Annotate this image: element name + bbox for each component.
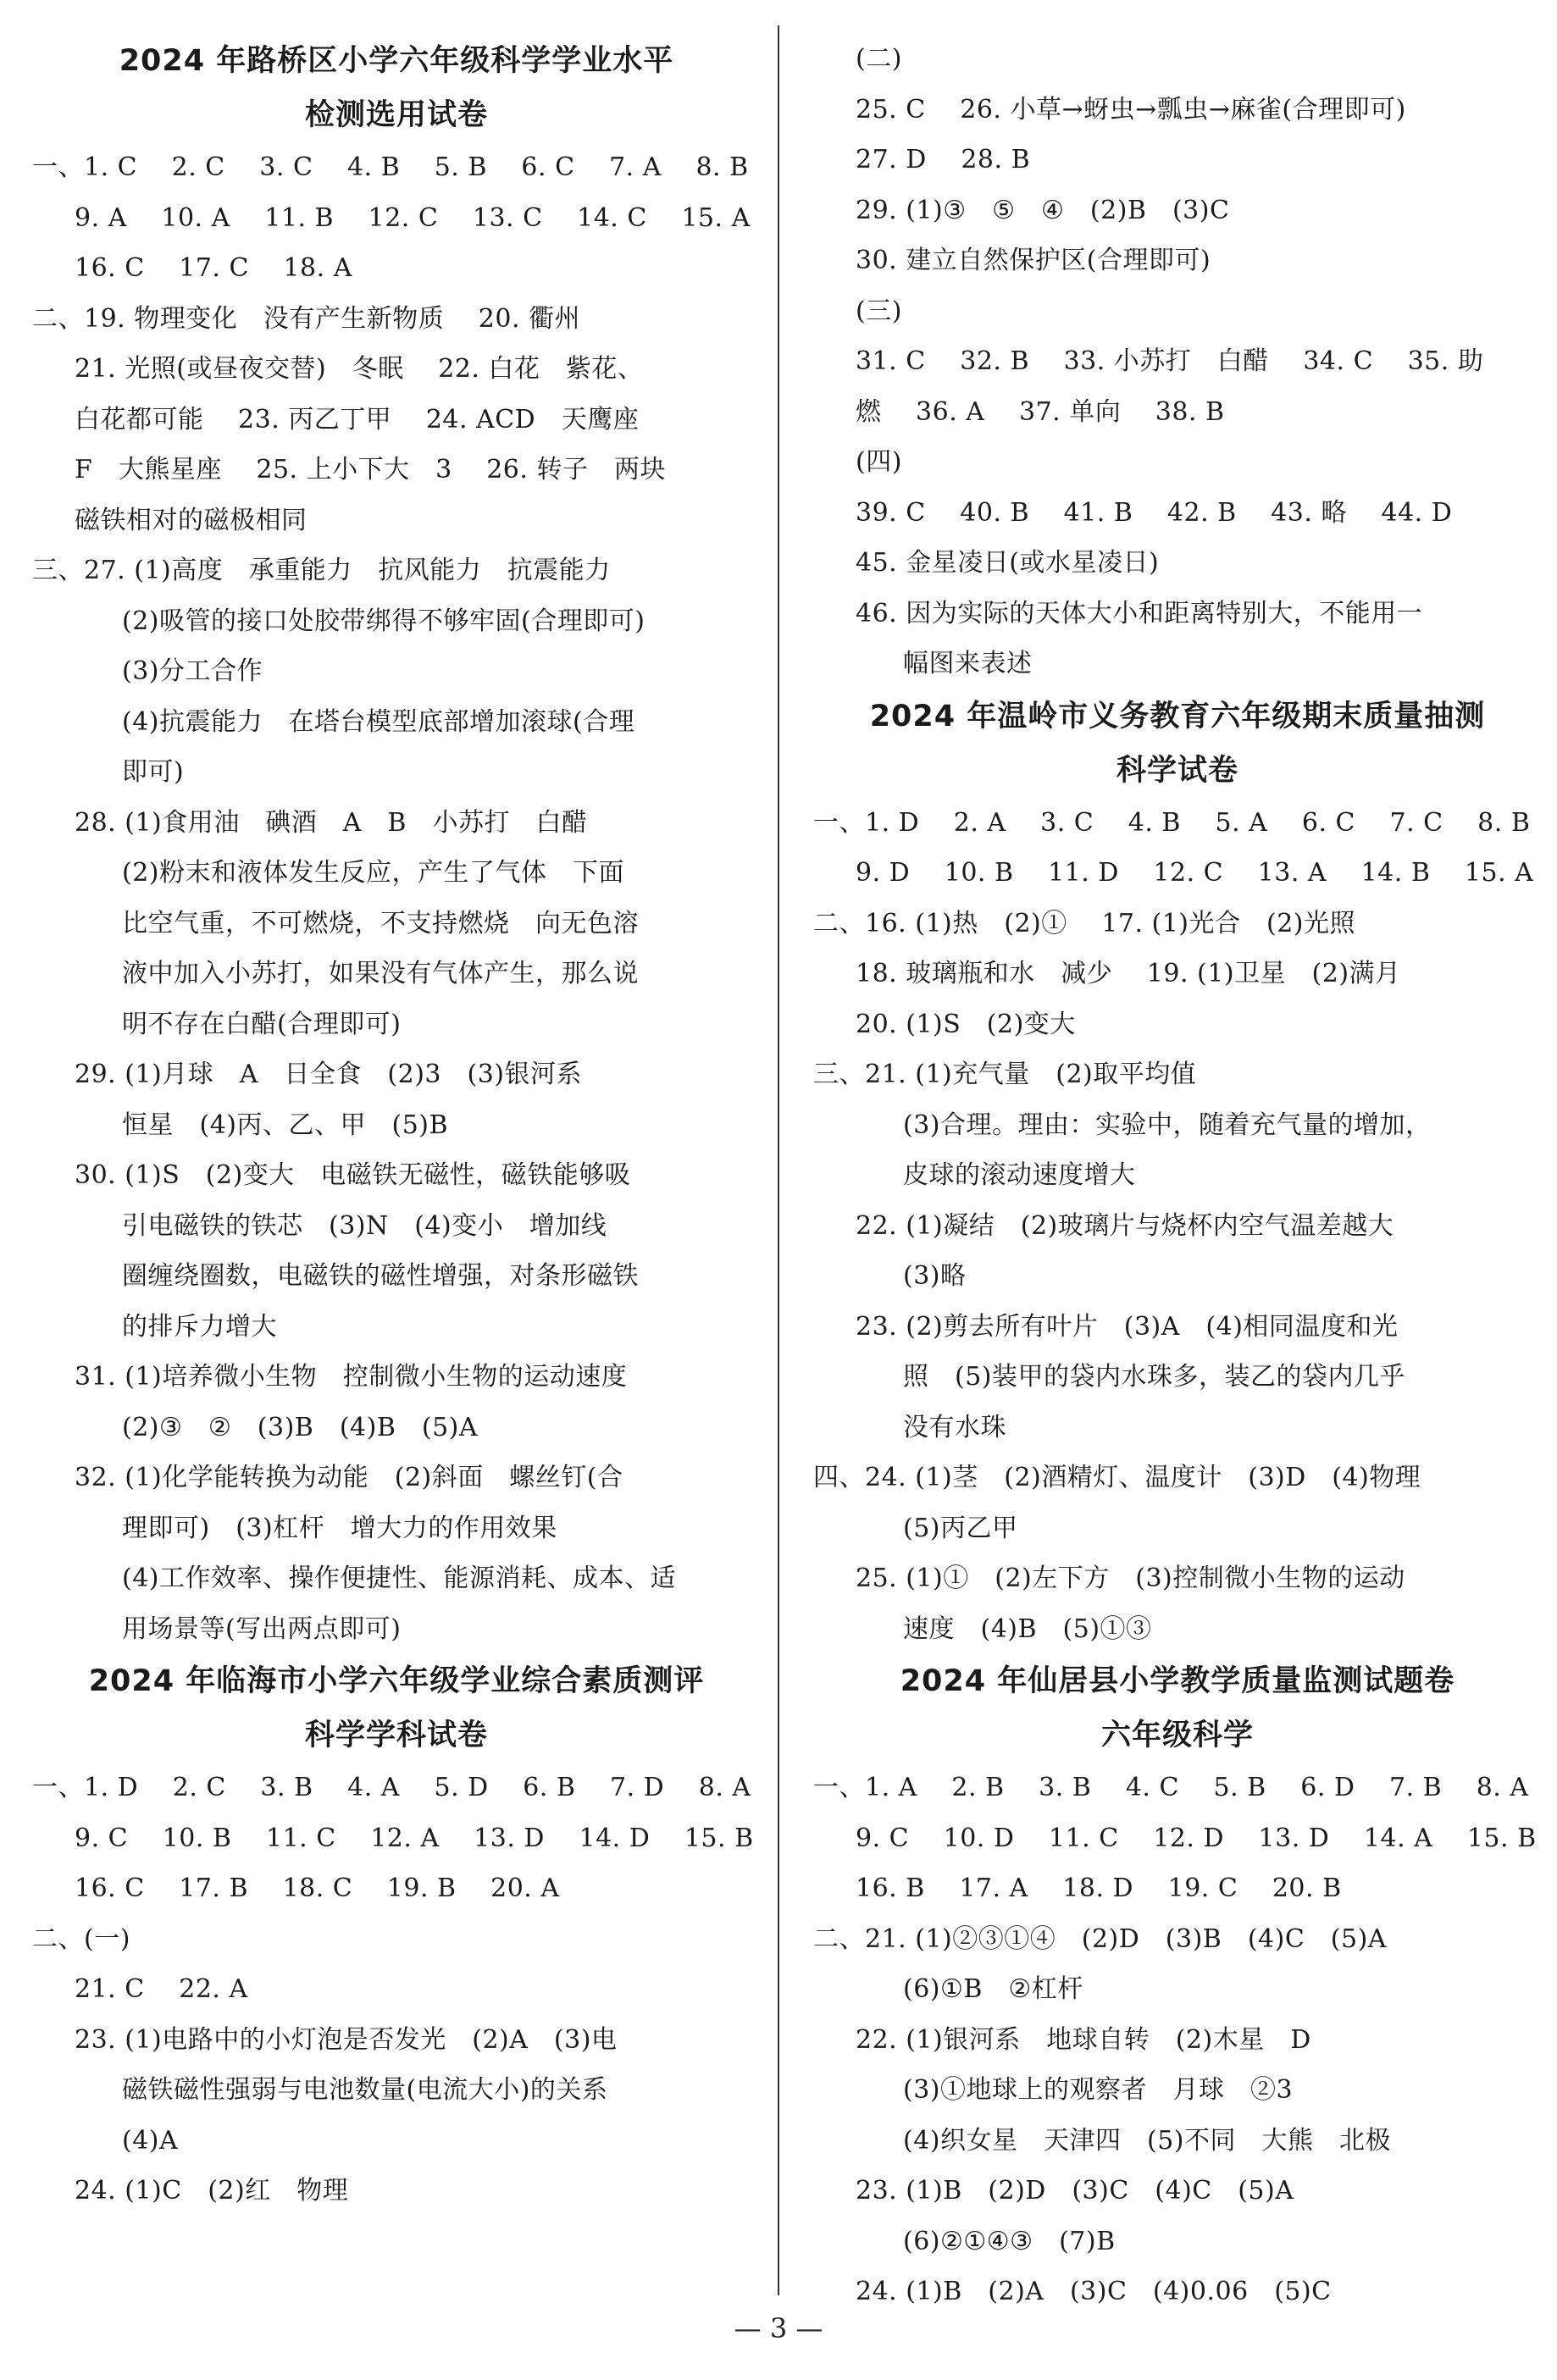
answer-line: 45. 金星凌日(或水星凌日): [856, 548, 1160, 578]
answer-line: (4)织女星 天津四 (5)不同 大熊 北极: [903, 2125, 1391, 2156]
answer-line: 一、1. C 2. C 3. C 4. B 5. B 6. C 7. A 8. B: [32, 152, 749, 182]
answer-line: 照 (5)装甲的袋内水珠多，装乙的袋内几乎: [903, 1362, 1405, 1392]
answer-line: (3)分工合作: [122, 656, 263, 686]
answer-line: (三): [856, 296, 902, 326]
section-title: 科学试卷: [1116, 753, 1238, 788]
answer-line: 25. (1)① (2)左下方 (3)控制微小生物的运动: [856, 1564, 1405, 1593]
answer-line: 二、21. (1)②③①④ (2)D (3)B (4)C (5)A: [813, 1923, 1387, 1954]
answer-line: 9. D 10. B 11. D 12. C 13. A 14. B 15. A: [856, 858, 1534, 888]
answer-line: 23. (1)B (2)D (3)C (4)C (5)A: [856, 2176, 1294, 2206]
answer-line: 圈缠绕圈数，电磁铁的磁性增强，对条形磁铁: [122, 1261, 639, 1291]
answer-line: 23. (2)剪去所有叶片 (3)A (4)相同温度和光: [856, 1311, 1399, 1342]
answer-line: 21. C 22. A: [75, 1974, 248, 2004]
answer-line: (3)略: [903, 1261, 967, 1291]
answer-line: 24. (1)B (2)A (3)C (4)0.06 (5)C: [856, 2277, 1332, 2306]
column-divider: [778, 25, 779, 2295]
answer-line: (二): [856, 44, 902, 74]
answer-line: 没有水珠: [903, 1412, 1006, 1442]
answer-line: 四、24. (1)茎 (2)酒精灯、温度计 (3)D (4)物理: [813, 1463, 1421, 1492]
section-title: 科学学科试卷: [304, 1719, 488, 1752]
answer-line: 引电磁铁的铁芯 (3)N (4)变小 增加线: [122, 1210, 607, 1241]
section-title: 2024 年临海市小学六年级学业综合素质测评: [88, 1664, 705, 1698]
answer-line: 二、16. (1)热 (2)① 17. (1)光合 (2)光照: [813, 908, 1356, 938]
answer-line: 一、1. D 2. A 3. C 4. B 5. A 6. C 7. C 8. B: [813, 807, 1531, 838]
answer-line: 31. (1)培养微小生物 控制微小生物的运动速度: [75, 1362, 628, 1392]
section-title: 2024 年温岭市义务教育六年级期末质量抽测: [869, 699, 1486, 733]
answer-line: 磁铁磁性强弱与电池数量(电流大小)的关系: [122, 2075, 608, 2105]
answer-line: 速度 (4)B (5)①③: [903, 1613, 1152, 1644]
answer-line: (2)③ ② (3)B (4)B (5)A: [122, 1412, 479, 1442]
answer-line: (2)吸管的接口处胶带绑得不够牢固(合理即可): [122, 606, 646, 636]
answer-line: 用场景等(写出两点即可): [122, 1613, 402, 1644]
section-title: 检测选用试卷: [304, 98, 488, 132]
answer-line: 比空气重，不可燃烧，不支持燃烧 向无色溶: [122, 908, 639, 938]
answer-line: (5)丙乙甲: [903, 1513, 1018, 1543]
answer-line: 23. (1)电路中的小灯泡是否发光 (2)A (3)电: [75, 2024, 618, 2055]
answer-line: (4)抗震能力 在塔台模型底部增加滚球(合理: [122, 706, 635, 737]
answer-line: 三、27. (1)高度 承重能力 抗风能力 抗震能力: [32, 556, 611, 585]
answer-line: 明不存在白醋(合理即可): [122, 1009, 402, 1039]
answer-line: 理即可) (3)杠杆 增大力的作用效果: [122, 1513, 557, 1543]
answer-line: 46. 因为实际的天体大小和距离特别大，不能用一: [856, 598, 1423, 628]
answer-line: (6)②①④③ (7)B: [903, 2226, 1116, 2256]
answer-line: 29. (1)月球 A 日全食 (2)3 (3)银河系: [75, 1060, 582, 1089]
answer-line: 28. (1)食用油 碘酒 A B 小苏打 白醋: [75, 807, 588, 838]
answer-line: 22. (1)银河系 地球自转 (2)木星 D: [856, 2024, 1311, 2055]
answer-line: 22. (1)凝结 (2)玻璃片与烧杯内空气温差越大: [856, 1210, 1394, 1241]
answer-line: F 大熊星座 25. 上小下大 3 26. 转子 两块: [75, 455, 666, 484]
answer-line: 27. D 28. B: [856, 145, 1031, 174]
answer-line: (3)①地球上的观察者 月球 ②3: [903, 2075, 1294, 2105]
answer-line: (4)工作效率、操作便捷性、能源消耗、成本、适: [122, 1564, 676, 1593]
page-number: — 3 —: [734, 2312, 823, 2344]
answer-line: (3)合理。理由：实验中，随着充气量的增加，: [903, 1110, 1432, 1140]
answer-line: 二、(一): [32, 1923, 130, 1954]
answer-line: 30. 建立自然保护区(合理即可): [856, 246, 1211, 275]
answer-line: 9. C 10. D 11. C 12. D 13. D 14. A 15. B: [856, 1823, 1537, 1853]
answer-line: 21. 光照(或昼夜交替) 冬眠 22. 白花 紫花、: [75, 354, 644, 384]
answer-line: (四): [856, 447, 902, 477]
answer-line: 的排斥力增大: [122, 1311, 277, 1342]
section-title: 2024 年仙居县小学教学质量监测试题卷: [900, 1664, 1455, 1698]
answer-line: 16. C 17. C 18. A: [75, 253, 352, 283]
answer-line: 9. A 10. A 11. B 12. C 13. C 14. C 15. A: [75, 202, 751, 233]
answer-line: 25. C 26. 小草→蚜虫→瓢虫→麻雀(合理即可): [856, 94, 1406, 125]
answer-line: 16. B 17. A 18. D 19. C 20. B: [856, 1874, 1342, 1903]
answer-line: (4)A: [122, 2125, 179, 2156]
answer-line: 一、1. A 2. B 3. B 4. C 5. B 6. D 7. B 8. A: [813, 1773, 1529, 1802]
answer-line: 18. 玻璃瓶和水 减少 19. (1)卫星 (2)满月: [856, 959, 1401, 988]
answer-line: 恒星 (4)丙、乙、甲 (5)B: [122, 1110, 449, 1140]
answer-line: 39. C 40. B 41. B 42. B 43. 略 44. D: [856, 497, 1453, 528]
answer-line: 二、19. 物理变化 没有产生新物质 20. 衢州: [32, 303, 581, 334]
answer-line: 一、1. D 2. C 3. B 4. A 5. D 6. B 7. D 8. A: [32, 1773, 751, 1802]
section-title: 2024 年路桥区小学六年级科学学业水平: [119, 44, 674, 78]
answer-line: 白花都可能 23. 丙乙丁甲 24. ACD 天鹰座: [75, 404, 640, 434]
answer-line: 即可): [122, 757, 185, 787]
answer-line: (6)①B ②杠杆: [903, 1974, 1083, 2004]
section-title: 六年级科学: [1100, 1719, 1254, 1752]
answer-line: 32. (1)化学能转换为动能 (2)斜面 螺丝钉(合: [75, 1463, 623, 1492]
answer-line: 皮球的滚动速度增大: [903, 1160, 1136, 1190]
left-column: [32, 34, 761, 2217]
answer-line: 16. C 17. B 18. C 19. B 20. A: [75, 1874, 560, 1903]
answer-line: 30. (1)S (2)变大 电磁铁无磁性，磁铁能够吸: [75, 1160, 631, 1190]
answer-line: (2)粉末和液体发生反应，产生了气体 下面: [122, 858, 624, 888]
answer-line: 24. (1)C (2)红 物理: [75, 2176, 349, 2206]
answer-line: 三、21. (1)充气量 (2)取平均值: [813, 1060, 1197, 1089]
answer-line: 燃 36. A 37. 单向 38. B: [856, 396, 1225, 427]
answer-line: 幅图来表述: [903, 649, 1033, 678]
answer-line: 29. (1)③ ⑤ ④ (2)B (3)C: [856, 195, 1230, 225]
answer-line: 20. (1)S (2)变大: [856, 1009, 1076, 1039]
right-column: [813, 34, 1542, 2317]
answer-line: 9. C 10. B 11. C 12. A 13. D 14. D 15. B: [75, 1823, 754, 1853]
answer-line: 磁铁相对的磁极相同: [75, 505, 308, 535]
answer-line: 液中加入小苏打，如果没有气体产生，那么说: [122, 959, 639, 988]
answer-line: 31. C 32. B 33. 小苏打 白醋 34. C 35. 助: [856, 346, 1484, 376]
